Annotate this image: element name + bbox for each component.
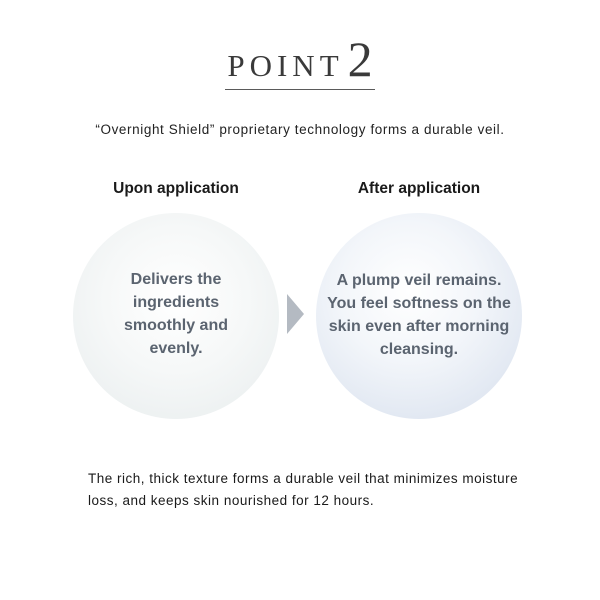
point-number: 2: [347, 31, 373, 87]
point-header: [0, 31, 600, 90]
point-word: POINT: [227, 48, 344, 83]
point-title: [225, 31, 374, 90]
tagline: “Overnight Shield” proprietary technology forms a durable veil.: [95, 122, 505, 137]
before-circle: [73, 213, 279, 419]
after-circle-text: A plump veil remains. You feel softness on the skin even after morning cleansing.: [327, 272, 511, 358]
after-circle: [316, 213, 522, 419]
after-label: After application: [357, 180, 481, 197]
footer-description: The rich, thick texture forms a durable veil that minimizes moisture loss, and keeps skin nourished for 12 hours.: [88, 471, 519, 508]
arrow-right-icon: [287, 294, 304, 334]
before-label: Upon application: [113, 180, 239, 197]
before-circle-text: Delivers the ingredients smoothly and evenly.: [123, 271, 228, 357]
